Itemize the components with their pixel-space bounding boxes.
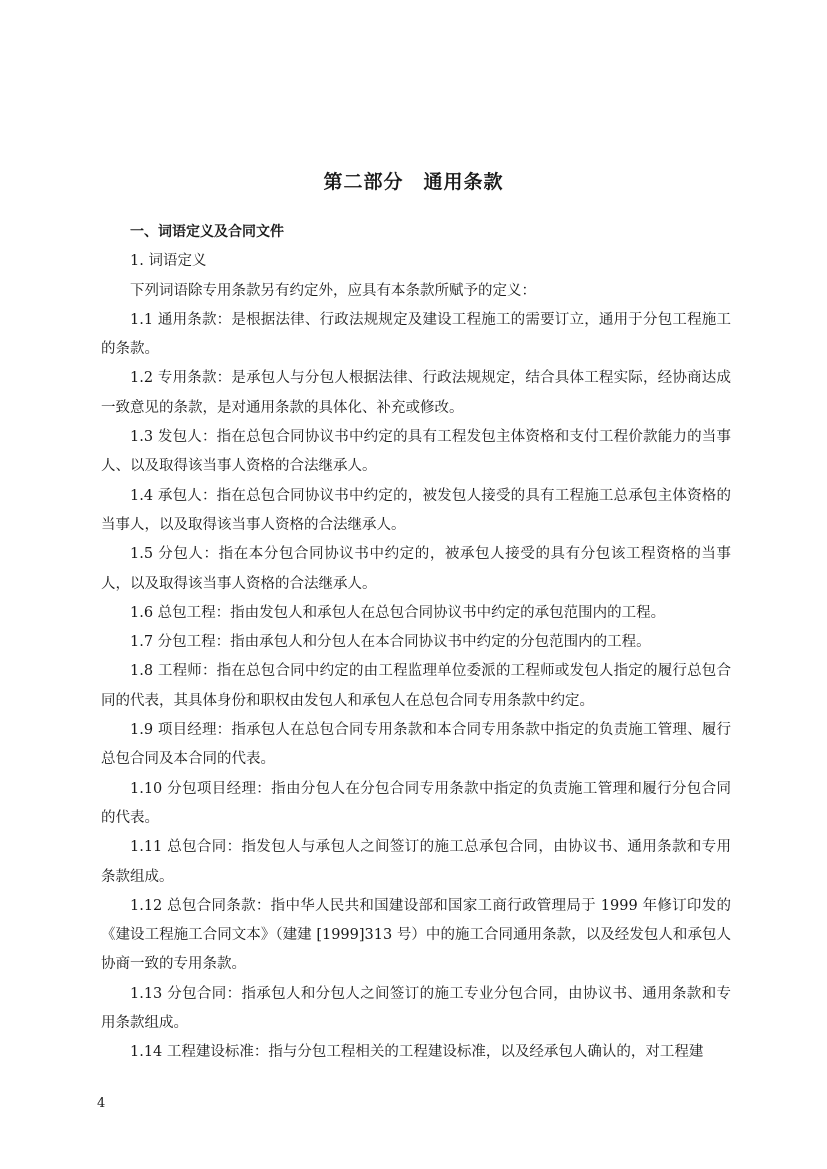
clause-1-7: 1.7 分包工程：指由承包人和分包人在本合同协议书中约定的分包范围内的工程。 bbox=[130, 634, 651, 651]
body-text bbox=[101, 218, 731, 1068]
clause-1-11: 1.11 总包合同：指发包人与承包人之间签订的施工总承包合同，由协议书、通用条款和专用条款组成。 bbox=[101, 839, 731, 885]
clause-1-4: 1.4 承包人：指在总包合同协议书中约定的，被发包人接受的具有工程施工总承包主体资格的当事人，以及取得该当事人资格的合法继承人。 bbox=[101, 487, 731, 533]
clause-1-14: 1.14 工程建设标准：指与分包工程相关的工程建设标准，以及经承包人确认的，对工程建 bbox=[130, 1044, 704, 1061]
clause-1-6: 1.6 总包工程：指由发包人和承包人在总包合同协议书中约定的承包范围内的工程。 bbox=[130, 604, 666, 621]
clause-1-1: 1.1 通用条款：是根据法律、行政法规规定及建设工程施工的需要订立，通用于分包工程施工的条款。 bbox=[101, 311, 731, 358]
page-title: 第二部分 通用条款 bbox=[323, 171, 504, 193]
clause-1-3: 1.3 发包人：指在总包合同协议书中约定的具有工程发包主体资格和支付工程价款能力的当事人、以及取得该当事人资格的合法继承人。 bbox=[101, 429, 731, 475]
clause-1-9: 1.9 项目经理：指承包人在总包合同专用条款和本合同专用条款中指定的负责施工管理、履行总包合同及本合同的代表。 bbox=[101, 722, 731, 768]
clause-1-12: 1.12 总包合同条款：指中华人民共和国建设部和国家工商行政管理局于 1999 年修订印发的《建设工程施工合同文本》（建建 [1999]313 号）中的施工合同通用条款，以及经发包人和承包人协商一致的专用条款。 bbox=[101, 897, 731, 973]
clause-1-8: 1.8 工程师：指在总包合同中约定的由工程监理单位委派的工程师或发包人指定的履行总包合同的代表，其具体身份和职权由发包人和承包人在总包合同专用条款中约定。 bbox=[101, 663, 731, 709]
clause-1-5: 1.5 分包人：指在本分包合同协议书中约定的，被承包人接受的具有分包该工程资格的当事人，以及取得该当事人资格的合法继承人。 bbox=[101, 546, 731, 592]
page-number: 4 bbox=[97, 1096, 106, 1111]
subsection-heading: 1. 词语定义 bbox=[130, 253, 207, 270]
intro-paragraph: 下列词语除专用条款另有约定外，应具有本条款所赋予的定义： bbox=[130, 282, 536, 299]
clause-1-13: 1.13 分包合同：指承包人和分包人之间签订的施工专业分包合同，由协议书、通用条款和专用条款组成。 bbox=[101, 985, 731, 1032]
section-heading: 一、词语定义及合同文件 bbox=[130, 224, 284, 240]
clause-1-2: 1.2 专用条款：是承包人与分包人根据法律、行政法规规定，结合具体工程实际，经协商达成一致意见的条款，是对通用条款的具体化、补充或修改。 bbox=[101, 370, 731, 416]
clause-1-10: 1.10 分包项目经理：指由分包人在分包合同专用条款中指定的负责施工管理和履行分包合同的代表。 bbox=[101, 780, 731, 826]
